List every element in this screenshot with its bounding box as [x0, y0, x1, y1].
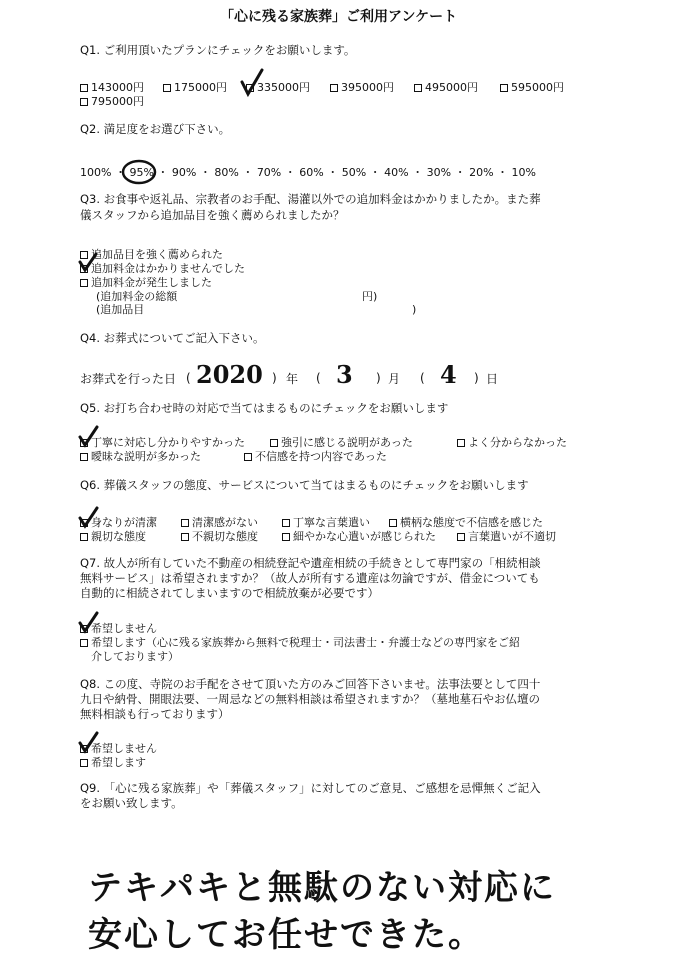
q8-question-line1: Q8. この度、寺院のお手配をさせて頂いた方のみご回答下さいませ。法事法要として四十: [80, 677, 541, 691]
handwritten-check-icon: [78, 506, 100, 528]
q6-option-unkind[interactable]: 不親切な態度: [181, 530, 258, 544]
q5-option-distrust[interactable]: 不信感を持つ内容であった: [244, 450, 387, 464]
q1-option-595000[interactable]: 595000円: [500, 81, 564, 95]
q7-question-line1: Q7. 故人が所有していた不動産の相続登記や遺産相続の手続きとして専門家の「相続相談: [80, 556, 541, 570]
q6-option-arrogant[interactable]: 横柄な態度で不信感を感じた: [389, 516, 543, 530]
checkbox-icon: [244, 453, 252, 461]
scale-sep: ・: [284, 166, 296, 179]
q3-option-recommended[interactable]: 追加品目を強く薦められた: [80, 248, 223, 262]
handwritten-check-icon: [78, 731, 100, 753]
scale-80[interactable]: 80%: [214, 166, 239, 179]
q6-option-attentive[interactable]: 細やかな心遣いが感じられた: [282, 530, 436, 544]
scale-sep: ・: [242, 166, 254, 179]
q3-total-unit: 円): [362, 290, 378, 303]
q3-option-no-extra[interactable]: 追加料金はかかりませんでした: [80, 262, 245, 276]
q3-question-line1: Q3. お食事や返礼品、宗教者のお手配、湯灌以外での追加料金はかかりましたか。また葬: [80, 192, 541, 206]
q1-option-495000[interactable]: 495000円: [414, 81, 478, 95]
scale-sep: ・: [369, 166, 381, 179]
scale-100[interactable]: 100%: [80, 166, 112, 179]
q5-option-forceful[interactable]: 強引に感じる説明があった: [270, 436, 413, 450]
checkbox-icon: [500, 84, 508, 92]
q8-option-no[interactable]: 希望しません: [80, 742, 157, 756]
q9-question-line2: をお願い致します。: [80, 796, 183, 810]
checkbox-icon: [80, 759, 88, 767]
scale-sep: ・: [412, 166, 424, 179]
q4-month-close: ): [376, 371, 381, 385]
scale-40[interactable]: 40%: [384, 166, 409, 179]
handwritten-comment-line2[interactable]: 安心してお任せできた。: [88, 915, 484, 955]
q7-option-no[interactable]: 希望しません: [80, 622, 157, 636]
checkbox-icon: [330, 84, 338, 92]
scale-70[interactable]: 70%: [256, 166, 282, 179]
scale-10[interactable]: 10%: [511, 166, 536, 179]
scale-50[interactable]: 50%: [341, 166, 367, 179]
checkbox-icon: [414, 84, 422, 92]
q7-option-yes[interactable]: 希望します（心に残る家族葬から無料で税理士・司法書士・弁護士などの専門家をご紹: [80, 636, 520, 650]
page-title: 「心に残る家族葬」ご利用アンケート: [220, 9, 458, 25]
checkbox-icon: [457, 439, 465, 447]
handwritten-check-icon: [78, 611, 100, 633]
checkbox-icon: [282, 533, 290, 541]
q3-item-label: (追加品目: [96, 303, 145, 316]
scale-sep: ・: [454, 166, 466, 179]
q1-option-175000[interactable]: 175000円: [163, 81, 227, 95]
scale-60[interactable]: 60%: [299, 166, 324, 179]
q6-question: Q6. 葬儀スタッフの態度、サービスについて当てはまるものにチェックをお願いします: [80, 478, 529, 492]
q6-option-unclean[interactable]: 清潔感がない: [181, 516, 258, 530]
checkbox-icon: [181, 519, 189, 527]
q3-option-extra[interactable]: 追加料金が発生しました: [80, 276, 212, 290]
q4-day-close: ): [474, 371, 479, 385]
q4-month-open: (: [316, 371, 321, 385]
checkbox-icon: [80, 533, 88, 541]
q4-month-value[interactable]: 3: [336, 360, 353, 389]
checkbox-icon: [181, 533, 189, 541]
q5-option-vague[interactable]: 曖昧な説明が多かった: [80, 450, 201, 464]
handwritten-comment-line1[interactable]: テキパキと無駄のない対応に: [88, 868, 556, 908]
q4-year-value[interactable]: 2020: [196, 360, 263, 389]
scale-sep: ・: [497, 166, 509, 179]
q6-option-polite-words[interactable]: 丁寧な言葉遣い: [282, 516, 370, 530]
q1-option-795000[interactable]: 795000円: [80, 95, 144, 109]
q5-option-polite[interactable]: 丁寧に対応し分かりやすかった: [80, 436, 245, 450]
q7-question-line2: 無料サービス」は希望されますか？（故人が所有する遺産は勿論ですが、借金についても: [80, 571, 540, 585]
q7-question-line3: 自動的に相続されてしまいますので相続放棄が必要です）: [80, 586, 379, 600]
checkbox-icon: [163, 84, 171, 92]
q5-question: Q5. お打ち合わせ時の対応で当てはまるものにチェックをお願いします: [80, 401, 449, 415]
checkbox-icon: [80, 453, 88, 461]
scale-95[interactable]: 95%: [129, 166, 154, 179]
q7-option-yes-cont: 介しております）: [91, 650, 179, 663]
q2-question: Q2. 満足度をお選び下さい。: [80, 122, 231, 136]
checkbox-icon: [270, 439, 278, 447]
q4-day-unit: 日: [486, 372, 499, 386]
q3-total-label: (追加料金の総額: [96, 290, 178, 303]
checkbox-icon: [80, 279, 88, 287]
q4-month-unit: 月: [388, 372, 401, 386]
q4-day-value[interactable]: 4: [440, 360, 457, 389]
q3-item-close: ): [412, 303, 417, 316]
q1-option-395000[interactable]: 395000円: [330, 81, 394, 95]
q5-option-unclear[interactable]: よく分からなかった: [457, 436, 567, 450]
handwritten-check-icon: [78, 252, 98, 272]
q8-option-yes[interactable]: 希望します: [80, 756, 146, 770]
checkbox-icon: [80, 98, 88, 106]
scale-sep: ・: [199, 166, 211, 179]
scale-30[interactable]: 30%: [426, 166, 452, 179]
scale-90[interactable]: 90%: [171, 166, 197, 179]
q6-option-clean[interactable]: 身なりが清潔: [80, 516, 157, 530]
checkbox-icon: [457, 533, 465, 541]
q6-option-kind[interactable]: 親切な態度: [80, 530, 146, 544]
checkbox-icon: [80, 639, 88, 647]
q6-option-inappropriate-words[interactable]: 言葉遣いが不適切: [457, 530, 556, 544]
q1-option-335000[interactable]: 335000円: [246, 81, 310, 95]
q4-year-open: (: [186, 371, 191, 385]
q4-year-close: ): [272, 371, 277, 385]
q1-option-143000[interactable]: 143000円: [80, 81, 144, 95]
q4-year-unit: 年: [286, 372, 299, 386]
q4-date-label: お葬式を行った日: [80, 372, 177, 386]
handwritten-check-icon: [78, 425, 100, 447]
scale-sep: ・: [114, 166, 126, 179]
checkbox-icon: [282, 519, 290, 527]
q4-day-open: (: [420, 371, 425, 385]
handwritten-circle-icon: [121, 159, 157, 185]
checkbox-icon: [80, 84, 88, 92]
scale-sep: ・: [327, 166, 339, 179]
q9-question-line1: Q9. 「心に残る家族葬」や「葬儀スタッフ」に対してのご意見、ご感想を忌憚無くご記入: [80, 781, 541, 795]
q3-question-line2: 儀スタッフから追加品目を強く薦められましたか？: [80, 208, 345, 222]
scale-20[interactable]: 20%: [469, 166, 494, 179]
q8-question-line3: 無料相談も行っております）: [80, 707, 230, 721]
q4-question: Q4. お葬式についてご記入下さい。: [80, 331, 265, 345]
q1-question: Q1. ご利用頂いたプランにチェックをお願いします。: [80, 43, 356, 57]
checkbox-icon: [389, 519, 397, 527]
scale-sep: ・: [157, 166, 169, 179]
handwritten-check-icon: [240, 68, 264, 98]
q8-question-line2: 九日や納骨、開眼法要、一周忌などの無料相談は希望されますか？（墓地墓石やお仏壇の: [80, 692, 540, 706]
